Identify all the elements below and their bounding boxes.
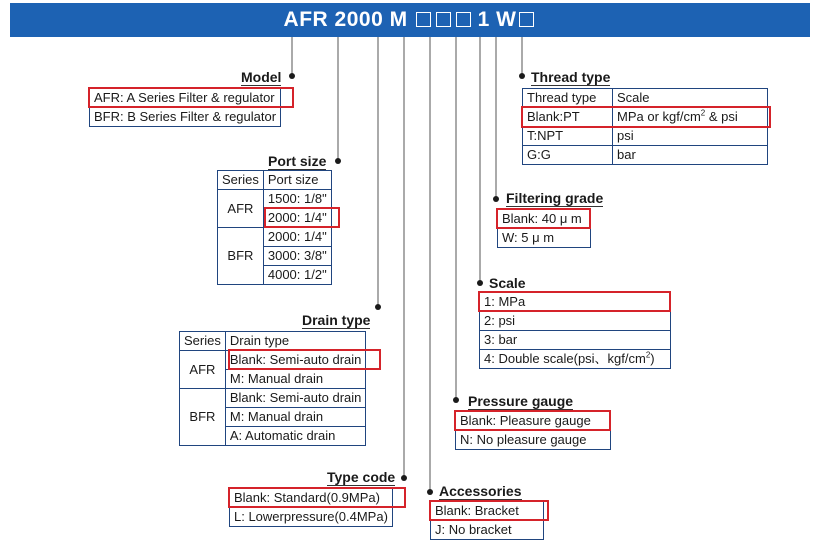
scale-mpa: 1: MPa <box>480 293 671 312</box>
table-row <box>90 108 281 127</box>
scale-double-end: ) <box>650 351 655 366</box>
port-size-label: Port size <box>268 153 327 169</box>
thread-scale: bar <box>613 146 768 165</box>
filter-40um: Blank: 40 μ m <box>498 210 591 229</box>
scale-double-text: 4: Double scale(psi、kgf/cm <box>484 351 646 366</box>
table-row <box>480 350 671 369</box>
port-size-series-bfr: BFR <box>218 228 264 285</box>
thread-type-dot <box>519 73 525 79</box>
type-code-dot <box>401 475 407 481</box>
thread-code: Blank:PT <box>523 108 613 127</box>
model-bfr: BFR: B Series Filter & regulator <box>90 108 281 127</box>
table-row <box>218 228 332 247</box>
gauge-with: Blank: Pleasure gauge <box>456 412 611 431</box>
table-row <box>431 521 544 540</box>
type-code-label: Type code <box>327 469 396 485</box>
port-size-header-size: Port size <box>263 171 331 190</box>
drain-cell: Blank: Semi-auto drain <box>225 389 366 408</box>
drain-header-series: Series <box>180 332 226 351</box>
table-row <box>180 389 366 408</box>
thread-code: G:G <box>523 146 613 165</box>
accessories-bracket: Blank: Bracket <box>431 502 544 521</box>
accessories-no-bracket: J: No bracket <box>431 521 544 540</box>
thread-scale-sup: 2 <box>700 108 706 118</box>
thread-scale-end: & psi <box>705 109 738 124</box>
table-row <box>230 508 393 527</box>
table-row <box>523 127 768 146</box>
accessories-dot <box>427 489 433 495</box>
table-row <box>480 312 671 331</box>
drain-series-bfr: BFR <box>180 389 226 446</box>
table-row <box>498 229 591 248</box>
port-size-highlight <box>264 207 340 228</box>
port-size-dot <box>335 158 341 164</box>
code-series: AFR <box>283 8 329 31</box>
scale-dot <box>477 280 483 286</box>
table-row <box>456 431 611 450</box>
thread-type-highlight <box>521 106 771 128</box>
filtering-grade-dot <box>493 196 499 202</box>
filter-5um: W: 5 μ m <box>498 229 591 248</box>
port-size-cell: 2000: 1/4" <box>263 228 331 247</box>
table-row <box>480 331 671 350</box>
drain-type-dot <box>375 304 381 310</box>
port-size-cell: 4000: 1/2" <box>263 266 331 285</box>
pressure-gauge-label: Pressure gauge <box>468 393 574 409</box>
scale-psi: 2: psi <box>480 312 671 331</box>
port-size-cell: 3000: 3/8" <box>263 247 331 266</box>
drain-type-label: Drain type <box>302 312 371 328</box>
drain-header-type: Drain type <box>225 332 366 351</box>
filtering-grade-label: Filtering grade <box>506 190 604 206</box>
drain-cell: M: Manual drain <box>225 408 366 427</box>
port-size-series-afr: AFR <box>218 190 264 228</box>
thread-header-scale: Scale <box>613 89 768 108</box>
pressure-gauge-dot <box>453 397 459 403</box>
table-row <box>180 332 366 351</box>
model-dot <box>289 73 295 79</box>
table-row <box>523 146 768 165</box>
code-port-size: 2000 <box>334 8 384 31</box>
drain-series-afr: AFR <box>180 351 226 389</box>
drain-type-highlight <box>228 349 381 370</box>
drain-cell: Blank: Semi-auto drain <box>225 351 366 370</box>
drain-cell: A: Automatic drain <box>225 427 366 446</box>
scale-highlight <box>478 291 671 312</box>
thread-scale-text: MPa or kgf/cm <box>617 109 701 124</box>
scale-double <box>480 350 671 369</box>
table-row <box>218 171 332 190</box>
code-filter: W <box>496 8 517 31</box>
model-highlight <box>88 87 294 108</box>
table-row <box>218 190 332 209</box>
type-code-highlight <box>228 487 406 508</box>
scale-bar: 3: bar <box>480 331 671 350</box>
model-afr: AFR: A Series Filter & regulator <box>90 89 281 108</box>
scale-double-sup: 2 <box>645 350 651 360</box>
port-size-cell: 1500: 1/8" <box>263 190 331 209</box>
scale-label: Scale <box>489 275 526 291</box>
gauge-without: N: No pleasure gauge <box>456 431 611 450</box>
type-code-standard: Blank: Standard(0.9MPa) <box>230 489 393 508</box>
drain-cell: M: Manual drain <box>225 370 366 389</box>
pressure-gauge-highlight <box>454 410 611 431</box>
accessories-label: Accessories <box>439 483 522 499</box>
code-scale: 1 <box>477 8 490 31</box>
thread-scale: psi <box>613 127 768 146</box>
accessories-highlight <box>429 500 549 521</box>
table-row <box>523 89 768 108</box>
code-drain: M <box>389 8 408 31</box>
thread-header-type: Thread type <box>523 89 613 108</box>
thread-code: T:NPT <box>523 127 613 146</box>
model-label: Model <box>241 69 282 85</box>
port-size-cell: 2000: 1/4" <box>263 209 331 228</box>
port-size-header-series: Series <box>218 171 264 190</box>
thread-type-label: Thread type <box>531 69 611 85</box>
filtering-grade-highlight <box>496 208 591 229</box>
type-code-low: L: Lowerpressure(0.4MPa) <box>230 508 393 527</box>
